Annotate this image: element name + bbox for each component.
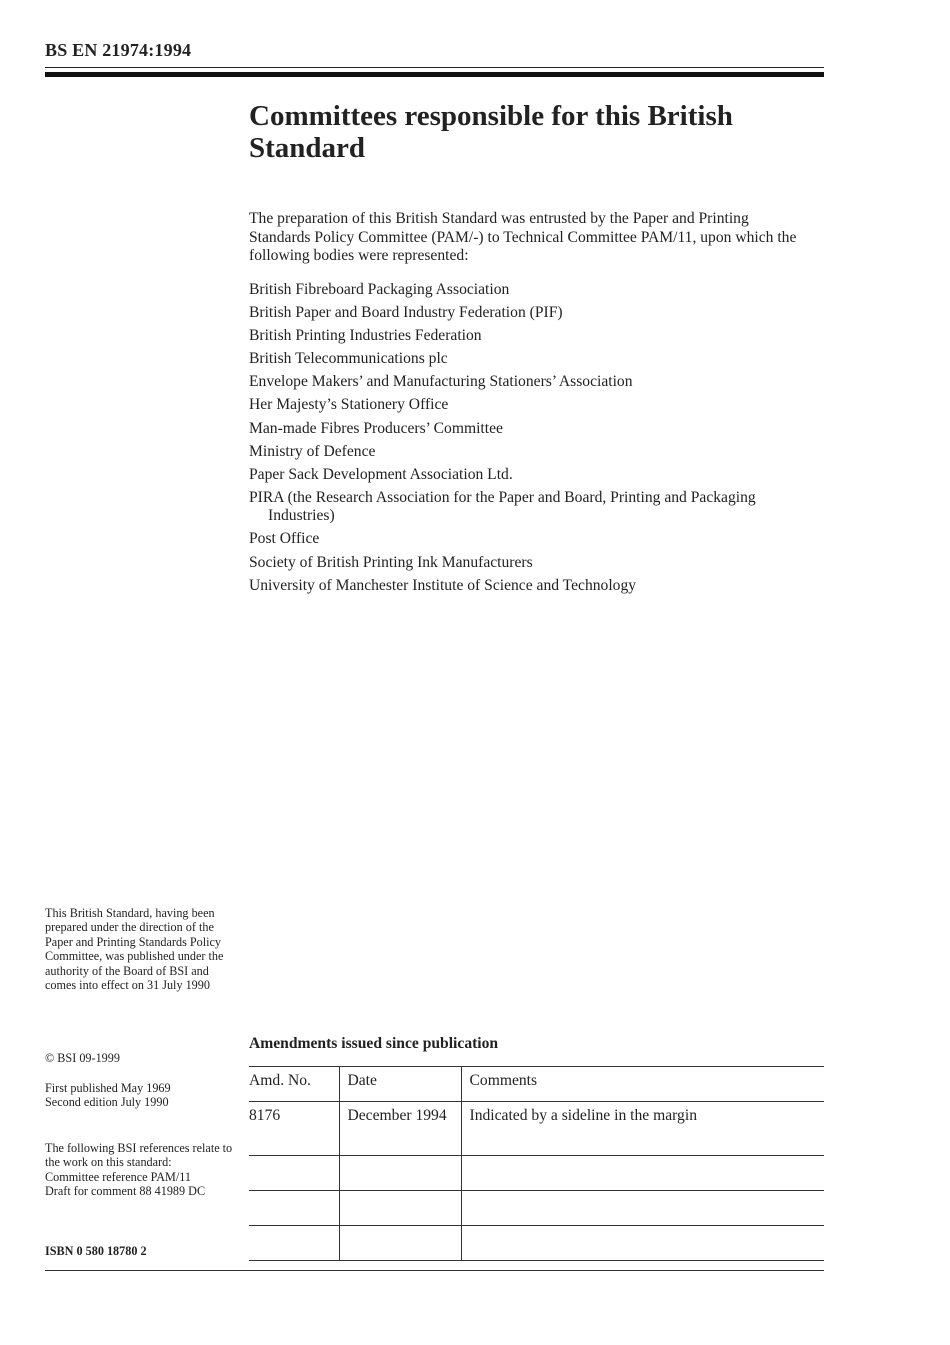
list-item: Her Majesty’s Stationery Office	[249, 396, 449, 414]
empty-cell	[339, 1191, 461, 1226]
table-row-empty	[249, 1156, 824, 1191]
empty-cell	[339, 1156, 461, 1191]
empty-cell	[249, 1191, 339, 1226]
amendments-heading: Amendments issued since publication	[249, 1035, 499, 1052]
table-row-empty	[249, 1226, 824, 1261]
list-item: PIRA (the Research Association for the Paper and Board, Printing and Packaging Industries)	[249, 488, 756, 525]
column-header-date: Date	[339, 1067, 461, 1102]
intro-paragraph: The preparation of this British Standard was entrusted by the Paper and Printing Standards Policy Committee (PAM/-) to Technical Committee PAM/11, upon which the following bodies were represented:	[249, 210, 797, 264]
empty-cell	[461, 1156, 824, 1191]
amd-no-cell: 8176	[249, 1102, 339, 1156]
list-item: British Telecommunications plc	[249, 350, 448, 368]
column-header-comments: Comments	[461, 1067, 824, 1102]
document-reference: BS EN 21974:1994	[45, 40, 192, 60]
empty-cell	[339, 1226, 461, 1261]
table-row-empty	[249, 1191, 824, 1226]
table-row	[249, 1102, 824, 1156]
comments-cell: Indicated by a sideline in the margin	[461, 1102, 824, 1156]
committee-reference: Committee reference PAM/11	[45, 1169, 191, 1184]
empty-cell	[249, 1226, 339, 1261]
list-item: British Fibreboard Packaging Association	[249, 281, 510, 298]
empty-cell	[461, 1191, 824, 1226]
publication-history	[45, 1081, 235, 1110]
references-intro: The following BSI references relate to the work on this standard:	[45, 1141, 233, 1170]
list-item: Society of British Printing Ink Manufacturers	[249, 553, 533, 571]
publication-status-note: This British Standard, having been prepared under the direction of the Paper and Printing Standards Policy Committee, was published under the authority of the Board of BSI and comes into effect on 31 July 1990	[45, 906, 224, 993]
table-header-row	[249, 1067, 824, 1102]
second-edition: Second edition July 1990	[45, 1095, 169, 1110]
empty-cell	[249, 1156, 339, 1191]
list-item: British Paper and Board Industry Federation (PIF)	[249, 304, 563, 322]
list-item: Post Office	[249, 530, 320, 548]
header-rule-thick	[45, 72, 824, 77]
empty-cell	[461, 1226, 824, 1261]
list-item: Paper Sack Development Association Ltd.	[249, 465, 513, 483]
represented-bodies-list	[249, 281, 809, 600]
list-item: Man-made Fibres Producers’ Committee	[249, 419, 503, 437]
first-published: First published May 1969	[45, 1081, 171, 1095]
draft-reference: Draft for comment 88 41989 DC	[45, 1184, 206, 1199]
list-item: British Printing Industries Federation	[249, 327, 482, 345]
list-item: Envelope Makers’ and Manufacturing Stationers’ Association	[249, 373, 633, 391]
bsi-references	[45, 1141, 235, 1199]
copyright-note: © BSI 09-1999	[45, 1051, 120, 1065]
amendments-table	[249, 1066, 824, 1261]
header-rule-thin	[45, 67, 824, 68]
date-cell: December 1994	[339, 1102, 461, 1156]
isbn: ISBN 0 580 18780 2	[45, 1244, 147, 1258]
page-title: Committees responsible for this British Standard	[249, 100, 733, 164]
list-item: University of Manchester Institute of Science and Technology	[249, 576, 637, 594]
list-item: Ministry of Defence	[249, 442, 376, 460]
footer-rule	[45, 1270, 824, 1271]
column-header-amd-no: Amd. No.	[249, 1067, 339, 1102]
